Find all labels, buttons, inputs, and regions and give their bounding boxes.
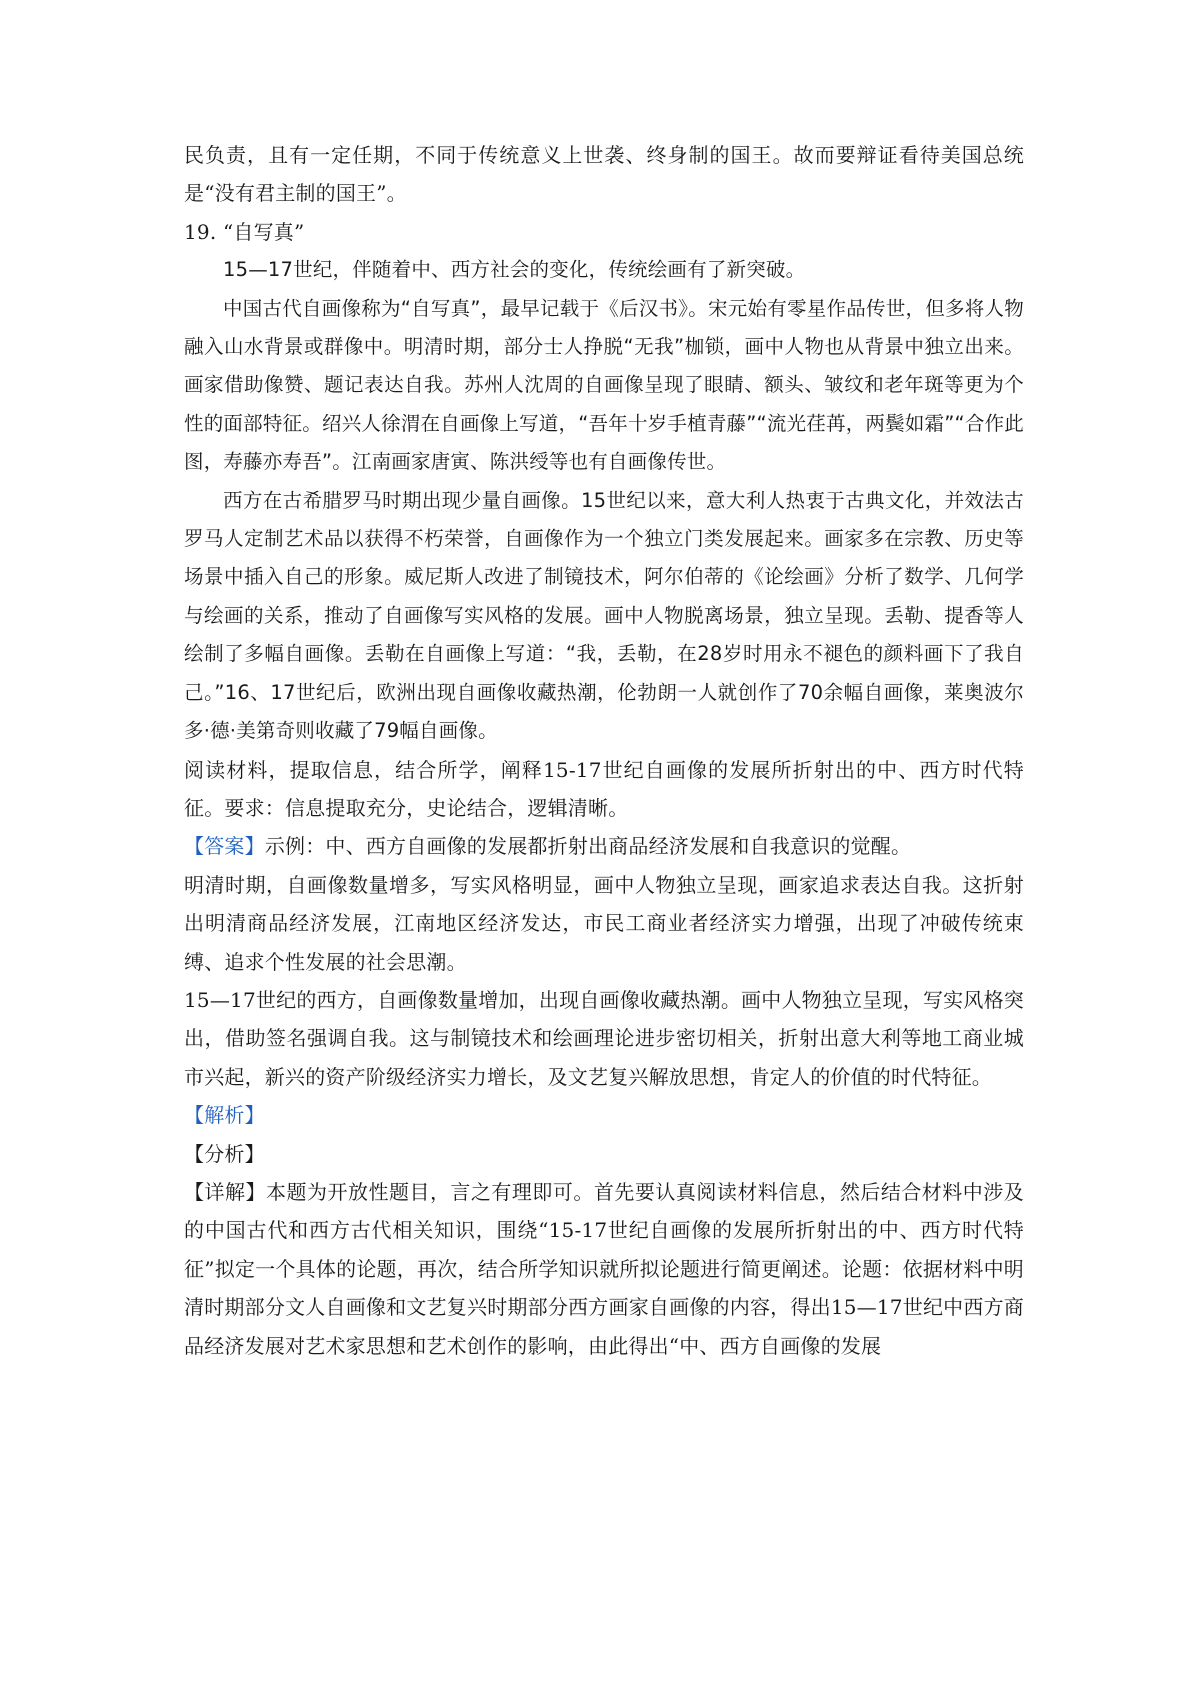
analysis-label: 【解析】 [184,1103,265,1128]
material-intro-paragraph: 15—17世纪，伴随着中、西方社会的变化，传统绘画有了新突破。 [223,258,806,282]
analysis-label-line [184,1096,1024,1134]
detail-label: 【详解】 [184,1179,266,1204]
question-title: 19. “自写真” [184,219,305,244]
answer-label: 【答案】 [184,834,265,859]
answer-intro-text: 示例：中、西方自画像的发展都折射出商品经济发展和自我意识的觉醒。 [264,834,912,859]
material-china-paragraph: 中国古代自画像称为“自写真”，最早记载于《后汉书》。宋元始有零星作品传世，但多将人物融入山水背景或群像中。明清时期，部分士人挣脱“无我”枷锁，画中人物也从背景中独立出来。画家借助像赞、题记表达自我。苏州人沈周的自画像呈现了眼睛、额头、皱纹和老年斑等更为个性的面部特征。绍兴人徐渭在自画像上写道，“吾年十岁手植青藤”“流光荏苒，两鬓如霜”“合作此图，寿藤亦寿吾”。江南画家唐寅、陈洪绶等也有自画像传世。 [184,296,1024,474]
answer-china-paragraph: 明清时期，自画像数量增多，写实风格明显，画中人物独立呈现，画家追求表达自我。这折射出明清商品经济发展，江南地区经济发达，市民工商业者经济实力增强，出现了冲破传统束缚、追求个性发展的社会思潮。 [184,872,1024,974]
continuation-paragraph: 民负责，且有一定任期，不同于传统意义上世袭、终身制的国王。故而要辩证看待美国总统是“没有君主制的国王”。 [184,143,1024,206]
fenxi-label: 【分析】 [184,1141,265,1166]
detail-text: 本题为开放性题目，言之有理即可。首先要认真阅读材料信息，然后结合材料中涉及的中国古代和西方古代相关知识，围绕“15-17世纪自画像的发展所折射出的中、西方时代特征”拟定一个具体的论题，再次，结合所学知识就所拟论题进行简更阐述。论题：依据材料中明清时期部分文人自画像和文艺复兴时期部分西方画家自画像的内容，得出15—17世纪中西方商品经济发展对艺术家思想和艺术创作的影响，由此得出“中、西方自画像的发展 [184,1179,1024,1358]
answer-west-paragraph: 15—17世纪的西方，自画像数量增加，出现自画像收藏热潮。画中人物独立呈现，写实风格突出，借助签名强调自我。这与制镜技术和绘画理论进步密切相关，折射出意大利等地工商业城市兴起，新兴的资产阶级经济实力增长，及文艺复兴解放思想，肯定人的价值的时代特征。 [184,987,1024,1089]
fenxi-label-line [184,1135,1024,1173]
detail-paragraph [184,1173,1024,1365]
answer-intro-paragraph [184,827,1024,865]
document-page [184,136,1024,1365]
question-paragraph: 阅读材料，提取信息，结合所学，阐释15-17世纪自画像的发展所折射出的中、西方时代特征。要求：信息提取充分，史论结合，逻辑清晰。 [184,757,1024,820]
material-west-paragraph: 西方在古希腊罗马时期出现少量自画像。15世纪以来，意大利人热衷于古典文化，并效法古罗马人定制艺术品以获得不朽荣誉，自画像作为一个独立门类发展起来。画家多在宗教、历史等场景中插入自己的形象。威尼斯人改进了制镜技术，阿尔伯蒂的《论绘画》分析了数学、几何学与绘画的关系，推动了自画像写实风格的发展。画中人物脱离场景，独立呈现。丢勒、提香等人绘制了多幅自画像。丢勒在自画像上写道：“我，丢勒，在28岁时用永不褪色的颜料画下了我自己。”16、17世纪后，欧洲出现自画像收藏热潮，伦勃朗一人就创作了70余幅自画像，莱奥波尔多·德·美第奇则收藏了79幅自画像。 [184,488,1024,743]
